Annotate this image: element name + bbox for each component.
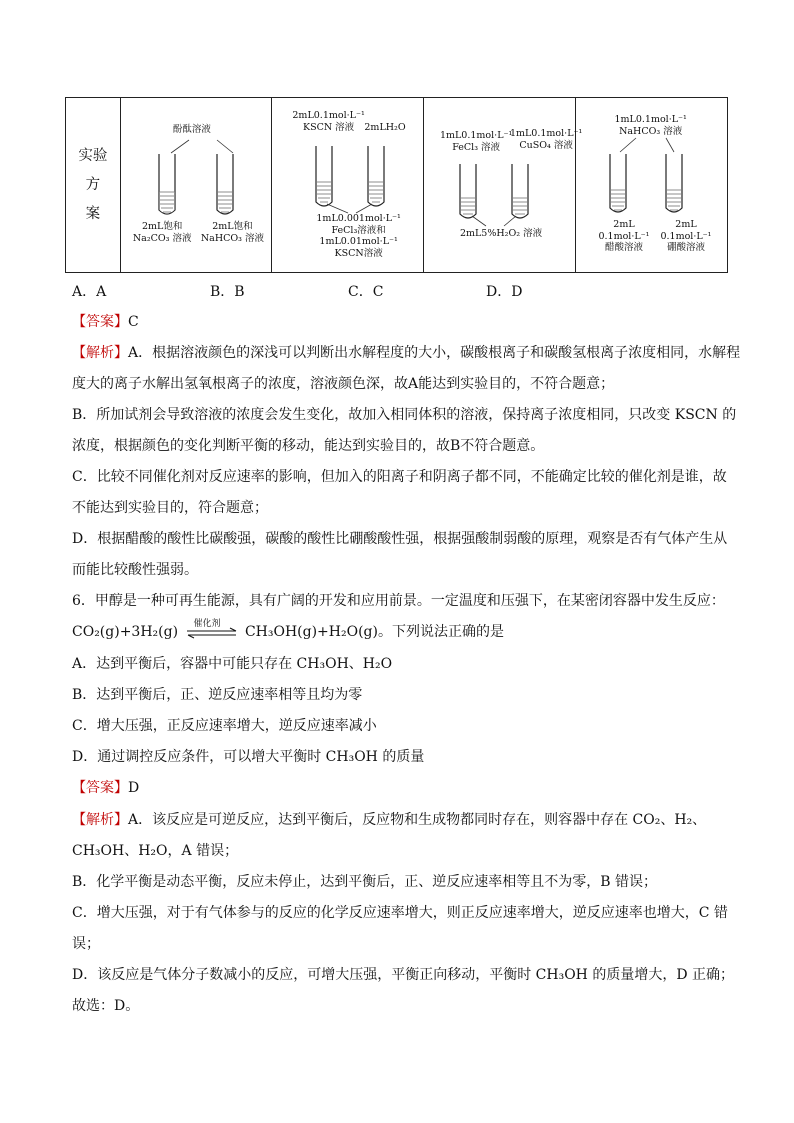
cuso4-label: 1mL0.1mol·L⁻¹ CuSO₄ 溶液: [509, 128, 583, 151]
boric-acid-label: 2mL 0.1mol·L⁻¹ 硼酸溶液: [660, 219, 712, 253]
option-a: A．A: [72, 284, 107, 300]
option-c: C．C: [348, 284, 384, 300]
fecl3-kscn-label: 1mL0.001mol·L⁻¹ FeCl₃溶液和 1mL0.01mol·L⁻¹ KSCN溶液: [316, 213, 401, 259]
h2o2-label: 2mL5%H₂O₂ 溶液: [459, 228, 543, 239]
table-header-cell: [66, 98, 121, 272]
q6-choice-c: C．增大压强，正反应速率增大，逆反应速率减小: [72, 718, 377, 734]
q5-analysis-line: B．所加试剂会导致溶液的浓度会发生变化，故加入相同体积的溶液，保持离子浓度相同，只改变 KSCN 的: [72, 407, 737, 423]
q6-analysis-line: CH₃OH、H₂O，A 错误；: [72, 843, 239, 859]
water-label: 2mLH₂O: [364, 122, 406, 133]
experiment-b-cell: [272, 98, 424, 272]
q6-stem: 6．甲醇是一种可再生能源，具有广阔的开发和应用前景。一定温度和压强下，在某密闭容器中发生反应：: [72, 593, 725, 609]
experiment-d-cell: [576, 98, 727, 272]
q5-answer-line: [72, 312, 732, 332]
q6-analysis-line: B．化学平衡是动态平衡，反应未停止，达到平衡后，正、逆反应速率相等且不为零，B 错误；: [72, 874, 658, 890]
tube-label-na2co3: 2mL饱和 Na₂CO₃ 溶液: [132, 221, 192, 244]
experiment-c-cell: [424, 98, 583, 272]
tube-label-nahco3: 2mL饱和 NaHCO₃ 溶液: [200, 221, 264, 244]
header-char: 方: [85, 176, 101, 193]
nahco3-label: 1mL0.1mol·L⁻¹ NaHCO₃ 溶液: [614, 114, 687, 137]
experiment-c-drawing: [424, 98, 577, 274]
q6-answer: D: [128, 780, 140, 796]
phenolphthalein-label: 酚酞溶液: [172, 124, 211, 135]
acetic-acid-label: 2mL 0.1mol·L⁻¹ 醋酸溶液: [598, 219, 650, 253]
q5-analysis-line: C．比较不同催化剂对反应速率的影响，但加入的阳离子和阴离子都不同，不能确定比较的催化剂是谁，故: [72, 469, 727, 485]
kscn-label: 2mL0.1mol·L⁻¹ KSCN 溶液: [292, 110, 365, 133]
header-char: 实验: [78, 147, 108, 164]
option-b: B．B: [210, 284, 245, 300]
experiment-a-drawing: [121, 98, 273, 274]
q6-answer-line: [72, 778, 732, 798]
q5-analysis-line: 不能达到实验目的，符合题意；: [72, 500, 268, 516]
header-char: 案: [85, 205, 101, 222]
catalyst-label: 催化剂: [193, 619, 221, 629]
answer-tag: 【答案】: [72, 780, 128, 796]
option-d: D．D: [486, 284, 523, 300]
q5-analysis-line: D．根据醋酸的酸性比碳酸强，碳酸的酸性比硼酸酸性强，根据强酸制弱酸的原理，观察是否有气体产生从: [72, 531, 728, 547]
q5-answer: C: [128, 314, 139, 330]
q6-choice-b: B．达到平衡后，正、逆反应速率相等且均为零: [72, 687, 363, 703]
equilibrium-arrow-icon: [186, 623, 238, 641]
q6-analysis-line: D．该反应是气体分子数减小的反应，可增大压强，平衡正向移动，平衡时 CH₃OH 的质量增大，D 正确；: [72, 967, 735, 983]
experiment-a-cell: [121, 98, 273, 272]
fecl3-label: 1mL0.1mol·L⁻¹ FeCl₃ 溶液: [439, 130, 513, 153]
q6-analysis-line: 【解析】A．该反应是可逆反应，达到平衡后，反应物和生成物都同时存在，则容器中存在 CO₂、H₂、: [72, 812, 707, 828]
q5-options: [72, 281, 732, 301]
q6-analysis-line: C．增大压强，对于有气体参与的反应的化学反应速率增大，则正反应速率增大，逆反应速率也增大，C 错: [72, 905, 728, 921]
reversible-arrow: [186, 619, 238, 641]
analysis-tag: 【解析】: [72, 345, 128, 361]
q6-choice-a: A．达到平衡后，容器中可能只存在 CH₃OH、H₂O: [72, 656, 393, 672]
analysis-tag: 【解析】: [72, 812, 128, 828]
q5-analysis-line: 而能比较酸性强弱。: [72, 562, 198, 578]
q6-analysis-line: 误；: [72, 936, 100, 952]
q6-equation: CO₂(g)+3H₂(g) 催化剂 CH₃OH(g)+H₂O(g)。下列说法正确的是: [72, 622, 732, 642]
q5-analysis-line: 【解析】A．根据溶液颜色的深浅可以判断出水解程度的大小，碳酸根离子和碳酸氢根离子浓度相同，水解程: [72, 345, 741, 361]
q6-analysis-line: 故选：D。: [72, 998, 140, 1014]
experiment-table: [65, 97, 728, 273]
q5-analysis-line: 度大的离子水解出氢氧根离子的浓度，溶液颜色深，故A能达到实验目的，不符合题意；: [72, 376, 615, 392]
q6-choice-d: D．通过调控反应条件，可以增大平衡时 CH₃OH 的质量: [72, 749, 425, 765]
answer-tag: 【答案】: [72, 314, 128, 330]
q5-analysis-line: 浓度，根据颜色的变化判断平衡的移动，能达到实验目的，故B不符合题意。: [72, 438, 545, 454]
